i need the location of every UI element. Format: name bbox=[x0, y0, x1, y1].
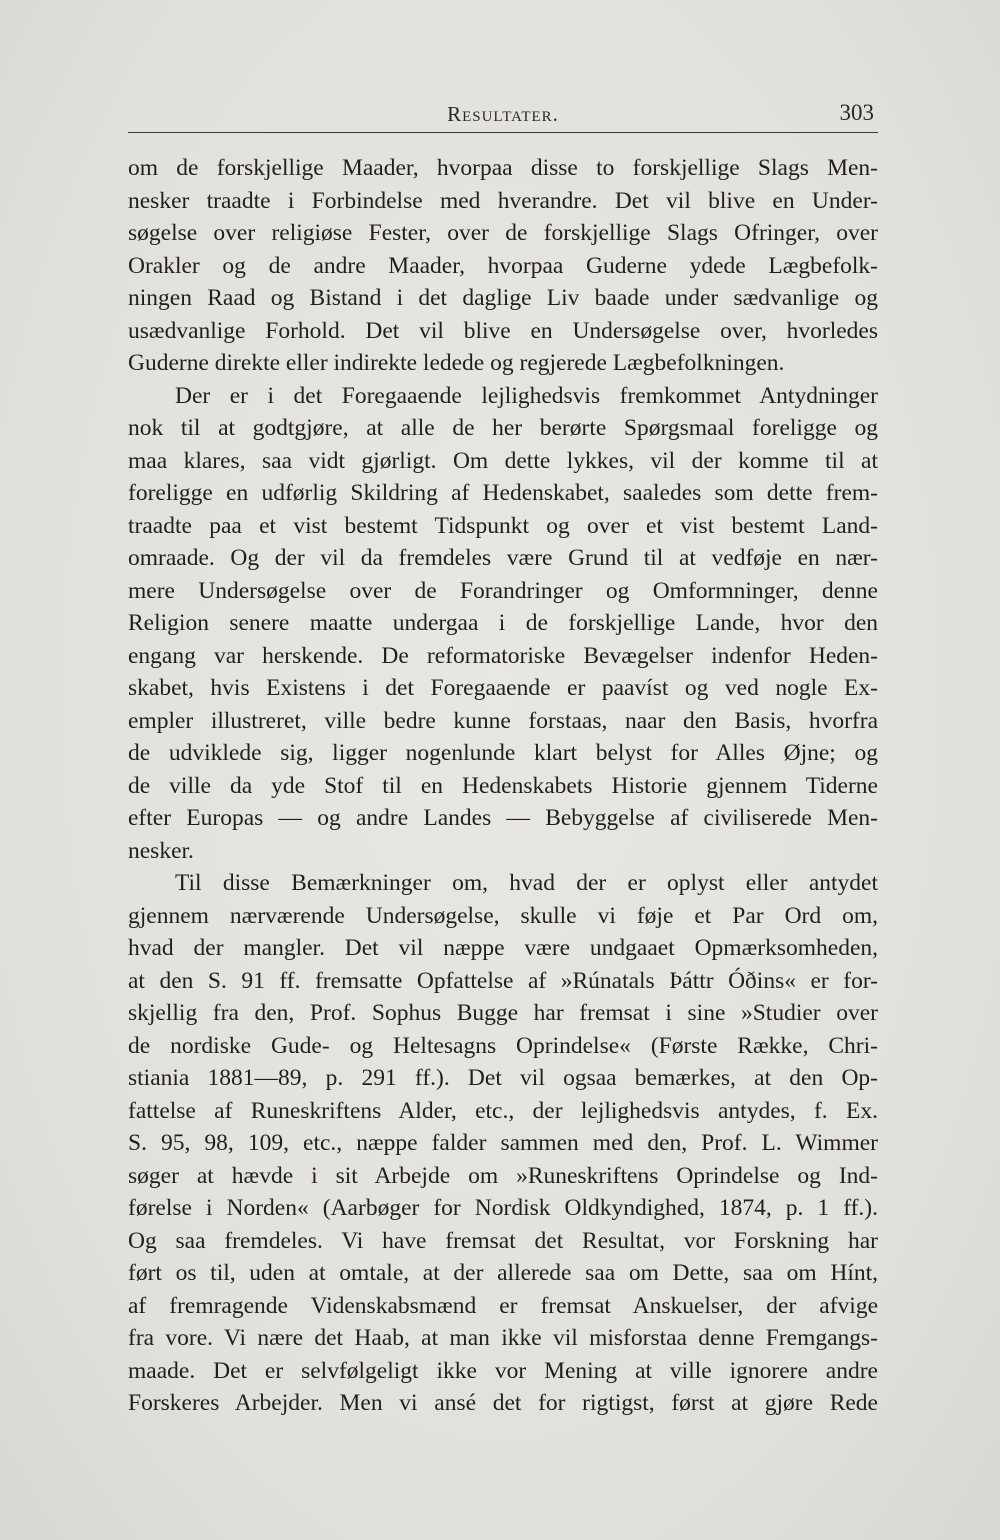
text-line: Forskeres Arbejder. Men vi ansé det for rigtigst, først at gjøre Rede bbox=[128, 1390, 878, 1416]
running-head bbox=[128, 100, 878, 132]
text-line: søgelse over religiøse Fester, over de forskjellige Slags Ofringer, over bbox=[128, 220, 878, 246]
text-line: stiania 1881—89, p. 291 ff.). Det vil ogsaa bemærkes, at den Op- bbox=[128, 1065, 878, 1091]
text-line: mere Undersøgelse over de Forandringer og Omformninger, denne bbox=[128, 577, 878, 604]
text-line: Og saa fremdeles. Vi have fremsat det Resultat, vor Forskning har bbox=[128, 1227, 878, 1254]
text-line: fattelse af Runeskriftens Alder, etc., der lejlighedsvis antydes, f. Ex. bbox=[128, 1097, 878, 1124]
text-line: gjennem nærværende Undersøgelse, skulle vi føje et Par Ord om, bbox=[128, 902, 878, 929]
text-line: nok til at godtgjøre, at alle de her berørte Spørgsmaal foreligge og bbox=[128, 415, 878, 441]
body-text bbox=[128, 152, 878, 1420]
text-line: nesker. bbox=[128, 837, 194, 864]
text-line: Til disse Bemærkninger om, hvad der er oplyst eller antydet bbox=[175, 870, 878, 896]
text-line: om de forskjellige Maader, hvorpaa disse to forskjellige Slags Men- bbox=[128, 155, 878, 181]
text-line: Orakler og de andre Maader, hvorpaa Guderne ydede Lægbefolk- bbox=[128, 252, 878, 279]
text-line: maa klares, saa vidt gjørligt. Om dette lykkes, vil der komme til at bbox=[128, 447, 878, 474]
text-line: skjellig fra den, Prof. Sophus Bugge har fremsat i sine »Studier over bbox=[128, 1000, 878, 1026]
text-line: førelse i Norden« (Aarbøger for Nordisk Oldkyndighed, 1874, p. 1 ff.). bbox=[128, 1195, 878, 1221]
text-line: de udviklede sig, ligger nogenlunde klart belyst for Alles Øjne; og bbox=[128, 740, 878, 766]
text-line: maade. Det er selvfølgeligt ikke vor Mening at ville ignorere andre bbox=[128, 1357, 878, 1384]
text-line: ningen Raad og Bistand i det daglige Liv baade under sædvanlige og bbox=[128, 285, 878, 311]
text-line: omraade. Og der vil da fremdeles være Grund til at vedføje en nær- bbox=[128, 545, 878, 571]
text-line: foreligge en udførlig Skildring af Hedenskabet, saaledes som dette frem- bbox=[128, 480, 878, 506]
text-line: søger at hævde i sit Arbejde om »Runeskriftens Oprindelse og Ind- bbox=[128, 1162, 878, 1189]
text-line: traadte paa et vist bestemt Tidspunkt og over et vist bestemt Land- bbox=[128, 512, 878, 539]
text-line: hvad der mangler. Det vil næppe være undgaaet Opmærksomheden, bbox=[128, 935, 878, 961]
text-line: engang var herskende. De reformatoriske Bevægelser indenfor Heden- bbox=[128, 642, 878, 669]
text-line: nesker traadte i Forbindelse med hverandre. Det vil blive en Under- bbox=[128, 187, 878, 214]
text-line: empler illustreret, ville bedre kunne forstaas, naar den Basis, hvorfra bbox=[128, 707, 878, 734]
text-line: usædvanlige Forhold. Det vil blive en Undersøgelse over, hvorledes bbox=[128, 317, 878, 344]
text-line: ført os til, uden at omtale, at der allerede saa om Dette, saa om Hínt, bbox=[128, 1260, 878, 1286]
text-line: de nordiske Gude- og Heltesagns Oprindelse« (Første Række, Chri- bbox=[128, 1032, 878, 1059]
text-line: skabet, hvis Existens i det Foregaaende er paavíst og ved nogle Ex- bbox=[128, 675, 878, 701]
header-rule bbox=[128, 132, 878, 133]
text-line: S. 95, 98, 109, etc., næppe falder sammen med den, Prof. L. Wimmer bbox=[128, 1130, 878, 1156]
text-line: de ville da yde Stof til en Hedenskabets Historie gjennem Tiderne bbox=[128, 772, 878, 799]
text-line: fra vore. Vi nære det Haab, at man ikke vil misforstaa denne Fremgangs- bbox=[128, 1325, 878, 1351]
running-title: Resultater. bbox=[447, 102, 559, 126]
text-line: Der er i det Foregaaende lejlighedsvis fremkommet Antydninger bbox=[175, 382, 878, 409]
text-line: efter Europas — og andre Landes — Bebyggelse af civiliserede Men- bbox=[128, 805, 878, 831]
text-line: at den S. 91 ff. fremsatte Opfattelse af »Rúnatals Þáttr Óðins« er for- bbox=[128, 967, 878, 994]
text-line: Guderne direkte eller indirekte ledede og regjerede Lægbefolkningen. bbox=[128, 350, 785, 376]
page-number: 303 bbox=[839, 100, 874, 125]
text-line: Religion senere maatte undergaa i de forskjellige Lande, hvor den bbox=[128, 610, 878, 636]
text-line: af fremragende Videnskabsmænd er fremsat Anskuelser, der afvige bbox=[128, 1292, 878, 1319]
